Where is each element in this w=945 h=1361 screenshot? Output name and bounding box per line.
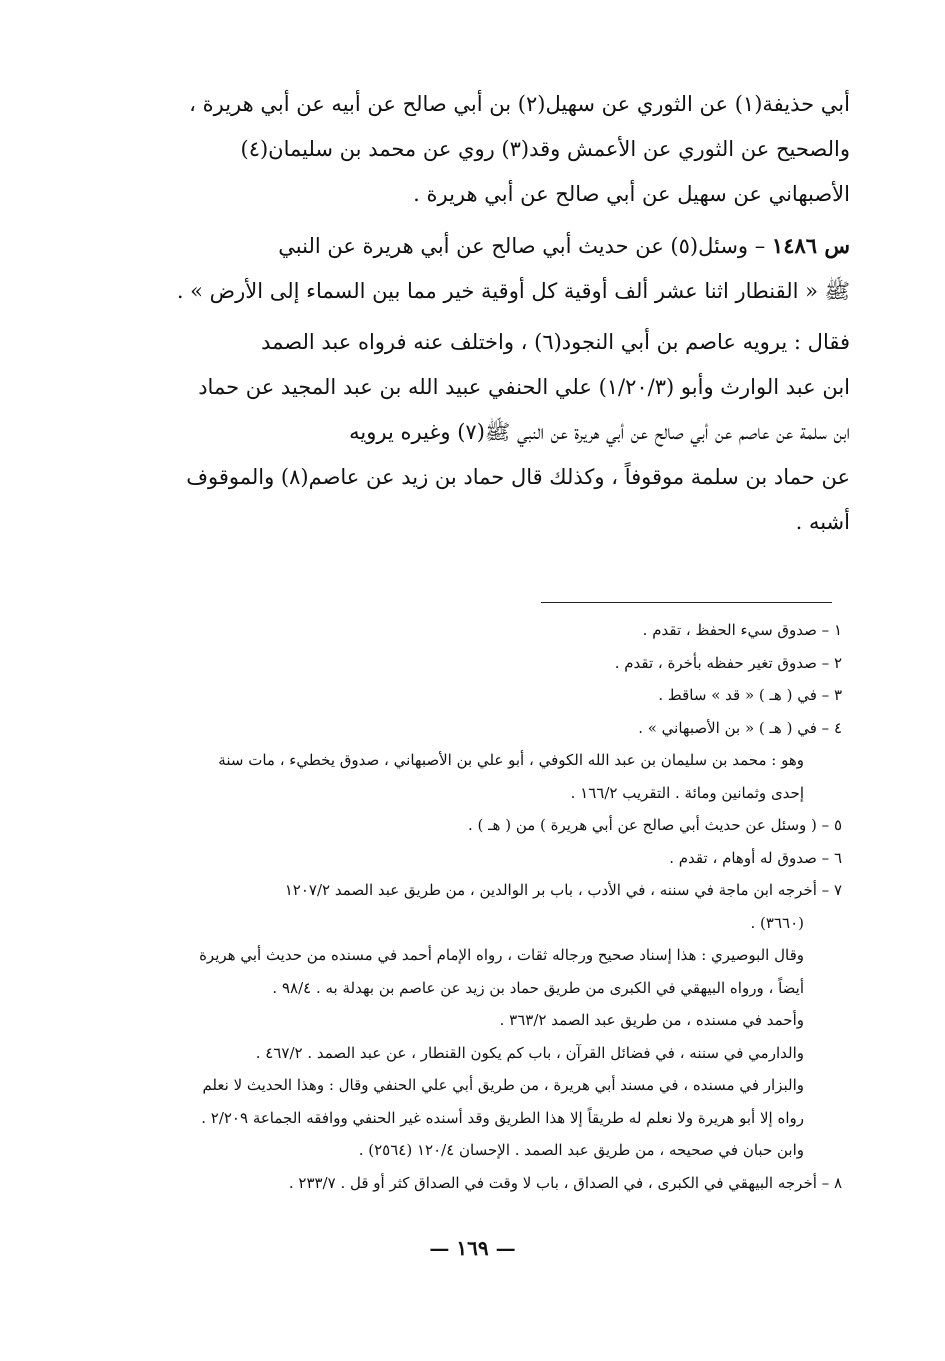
text-line: أبي حذيفة(١) عن الثوري عن سهيل(٢) بن أبي صالح عن أبيه عن أبي هريرة ،: [189, 92, 850, 116]
footnote: ٣ – في ( هـ ) « قد » ساقط .: [658, 686, 842, 704]
footnote: ٢ – صدوق تغير حفظه بأخرة ، تقدم .: [614, 653, 842, 672]
answer-line: ابن سلمة عن عاصم عن أبي صالح عن أبي هريرة عن النبي ﷺ(٧) وغيره يرويه: [349, 420, 850, 444]
footnote: ١ – صدوق سيء الحفظ ، تقدم .: [642, 621, 842, 639]
footnote-continuation: أيضاً ، ورواه البيهقي في الكبرى من طريق حماد بن زيد عن عاصم بن بهدلة به . ٩٨/٤ .: [272, 978, 804, 997]
footnote-continuation: وهو : محمد بن سليمان بن عبد الله الكوفي ، أبو علي بن الأصبهاني ، صدوق يخطيء ، مات سنة: [218, 751, 804, 769]
footnote: ٧ – أخرجه ابن ماجة في سننه ، في الأدب ، باب بر الوالدين ، من طريق عبد الصمد ١٢٠٧/٢: [284, 881, 842, 899]
question-line: [132, 223, 850, 269]
answer-line: أشبه .: [795, 510, 850, 534]
text-line: والصحيح عن الثوري عن الأعمش وقد(٣) روي عن محمد بن سليمان(٤): [240, 137, 850, 161]
answer-line: فقال : يرويه عاصم بن أبي النجود(٦) ، واختلف عنه فرواه عبد الصمد: [261, 330, 850, 354]
footnote-continuation: والبزار في مسنده ، في مسند أبي هريرة ، من طريق أبي علي الحنفي وقال : وهذا الحديث لا نعلم: [202, 1076, 804, 1094]
footnote-continuation: وأحمد في مسنده ، من طريق عبد الصمد ٣٦٣/٢ .: [499, 1011, 804, 1029]
footnote-continuation: والدارمي في سننه ، في فضائل القرآن ، باب كم يكون القنطار ، عن عبد الصمد . ٤٦٧/٢ .: [255, 1043, 804, 1062]
footnote-continuation: (٣٦٦٠) .: [750, 913, 804, 932]
footnote-continuation: إحدى وثمانين ومائة . التقريب ١٦٦/٢ .: [570, 783, 804, 802]
footnote-continuation: رواه إلا أبو هريرة ولا نعلم له طريقاً إلا هذا الطريق وقد أسنده غير الحنفي ووافقه الجماعة ٢/٢٠٩ .: [201, 1108, 804, 1127]
footnote: ٦ – صدوق له أوهام ، تقدم .: [669, 848, 842, 867]
text-line: الأصبهاني عن سهيل عن أبي صالح عن أبي هريرة .: [413, 182, 850, 206]
footnote: ٨ – أخرجه البيهقي في الكبرى ، في الصداق ، باب لا وقت في الصداق كثر أو قل . ٢٣٣/٧ .: [288, 1173, 842, 1192]
footnote-divider: [541, 602, 832, 603]
footnote-continuation: وقال البوصيري : هذا إسناد صحيح ورجاله ثقات ، رواه الإمام أحمد في مسنده من حديث أبي هريرة: [199, 946, 804, 964]
page-number: — ١٦٩ —: [429, 1236, 516, 1260]
footnote: ٥ – ( وسئل عن حديث أبي صالح عن أبي هريرة ) من ( هـ ) .: [467, 816, 842, 834]
answer-line: عن حماد بن سلمة موقوفاً ، وكذلك قال حماد بن زيد عن عاصم(٨) والموقوف: [186, 465, 850, 489]
footnote-continuation: وابن حبان في صحيحه ، من طريق عبد الصمد . الإحسان ١٢٠/٤ (٢٥٦٤) .: [358, 1141, 804, 1159]
footnote: ٤ – في ( هـ ) « بن الأصبهاني » .: [638, 718, 842, 737]
question-number: س ١٤٨٦: [771, 233, 850, 258]
question-text: – وسئل(٥) عن حديث أبي صالح عن أبي هريرة عن النبي: [278, 234, 772, 258]
main-text: [132, 82, 850, 545]
question-line-2: ﷺ « القنطار اثنا عشر ألف أوقية كل أوقية خير مما بين السماء إلى الأرض » .: [176, 279, 850, 303]
footnotes: [132, 614, 842, 1199]
answer-line: ابن عبد الوارث وأبو (١/٢٠/٣) علي الحنفي عبيد الله بن عبد المجيد عن حماد: [198, 375, 850, 399]
